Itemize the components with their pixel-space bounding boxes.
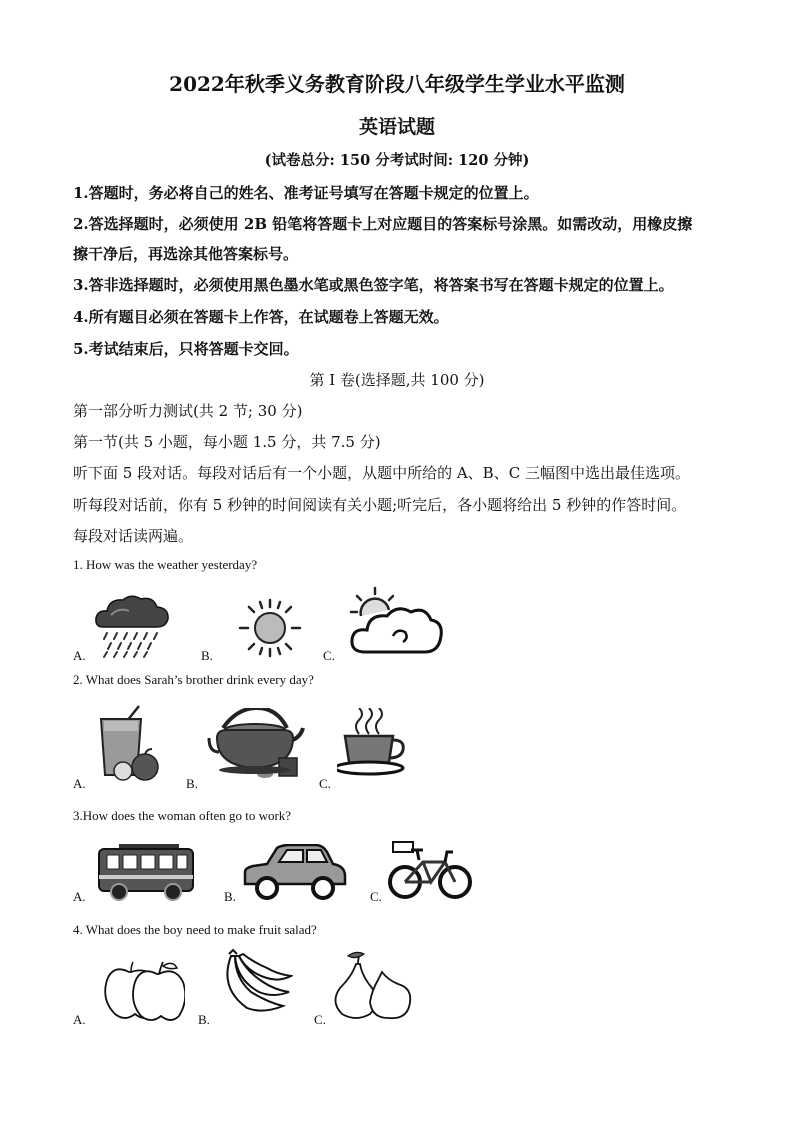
question-1-text: 1. How was the weather yesterday? <box>73 557 258 572</box>
q1-option-b-label: B. <box>201 648 213 663</box>
rain-cloud-icon <box>93 593 171 659</box>
exam-subject: 英语试题 <box>358 116 435 138</box>
exam-title: 2022年秋季义务教育阶段八年级学生学业水平监测 <box>169 72 625 96</box>
q1-option-c-label: C. <box>323 648 335 663</box>
apples-icon <box>101 960 185 1022</box>
q1-option-a-label: A. <box>73 648 86 663</box>
question-3-text: 3.How does the woman often go to work? <box>73 808 292 823</box>
sun-icon <box>234 596 306 660</box>
part-heading: 第一部分听力测试(共 2 节; 30 分) <box>73 402 303 420</box>
bus-icon <box>97 843 195 901</box>
exam-info: (试卷总分: 150 分考试时间: 120 分钟) <box>264 152 530 169</box>
juice-icon <box>97 705 161 781</box>
subsection-heading: 第一节(共 5 小题，每小题 1.5 分，共 7.5 分) <box>73 433 381 451</box>
q4-option-b-label: B. <box>198 1012 210 1027</box>
q4-option-c-label: C. <box>314 1012 326 1027</box>
bananas-icon <box>217 948 293 1016</box>
q2-option-a-label: A. <box>73 776 86 791</box>
sun-cloud-icon <box>347 586 445 658</box>
teapot-icon <box>207 708 307 782</box>
q3-option-b-label: B. <box>224 889 236 904</box>
q3-option-a-label: A. <box>73 889 86 904</box>
q2-option-b-label: B. <box>186 776 198 791</box>
directions-3: 每段对话读两遍。 <box>73 527 194 545</box>
pears-icon <box>330 950 414 1020</box>
q2-option-c-label: C. <box>319 776 331 791</box>
bicycle-icon <box>387 840 473 900</box>
car-icon <box>241 844 349 900</box>
directions-2: 听每段对话前，你有 5 秒钟的时间阅读有关小题;听完后，各小题将给出 5 秒钟的作答时间。 <box>73 496 687 514</box>
instruction-1: 1.答题时，务必将自己的姓名、准考证号填写在答题卡规定的位置上。 <box>73 184 539 202</box>
instruction-2: 2.答选择题时，必须使用 2B 铅笔将答题卡上对应题目的答案标号涂黑。如需改动，用橡皮擦 <box>73 215 693 233</box>
volume-heading: 第 I 卷(选择题,共 100 分) <box>309 371 485 389</box>
q3-option-c-label: C. <box>370 889 382 904</box>
directions-1: 听下面 5 段对话。每段对话后有一个小题，从题中所给的 A、B、C 三幅图中选出最佳选项。 <box>73 464 690 482</box>
question-2-text: 2. What does Sarah’s brother drink every day? <box>73 672 314 687</box>
coffee-cup-icon <box>337 708 409 776</box>
question-4-text: 4. What does the boy need to make fruit salad? <box>73 922 317 937</box>
instruction-3: 3.答非选择题时，必须使用黑色墨水笔或黑色签字笔，将答案书写在答题卡规定的位置上。 <box>73 276 674 294</box>
instruction-2-cont: 擦干净后，再选涂其他答案标号。 <box>73 245 299 263</box>
instruction-5: 5.考试结束后，只将答题卡交回。 <box>73 340 299 358</box>
instruction-4: 4.所有题目必须在答题卡上作答，在试题卷上答题无效。 <box>73 308 449 326</box>
q4-option-a-label: A. <box>73 1012 86 1027</box>
